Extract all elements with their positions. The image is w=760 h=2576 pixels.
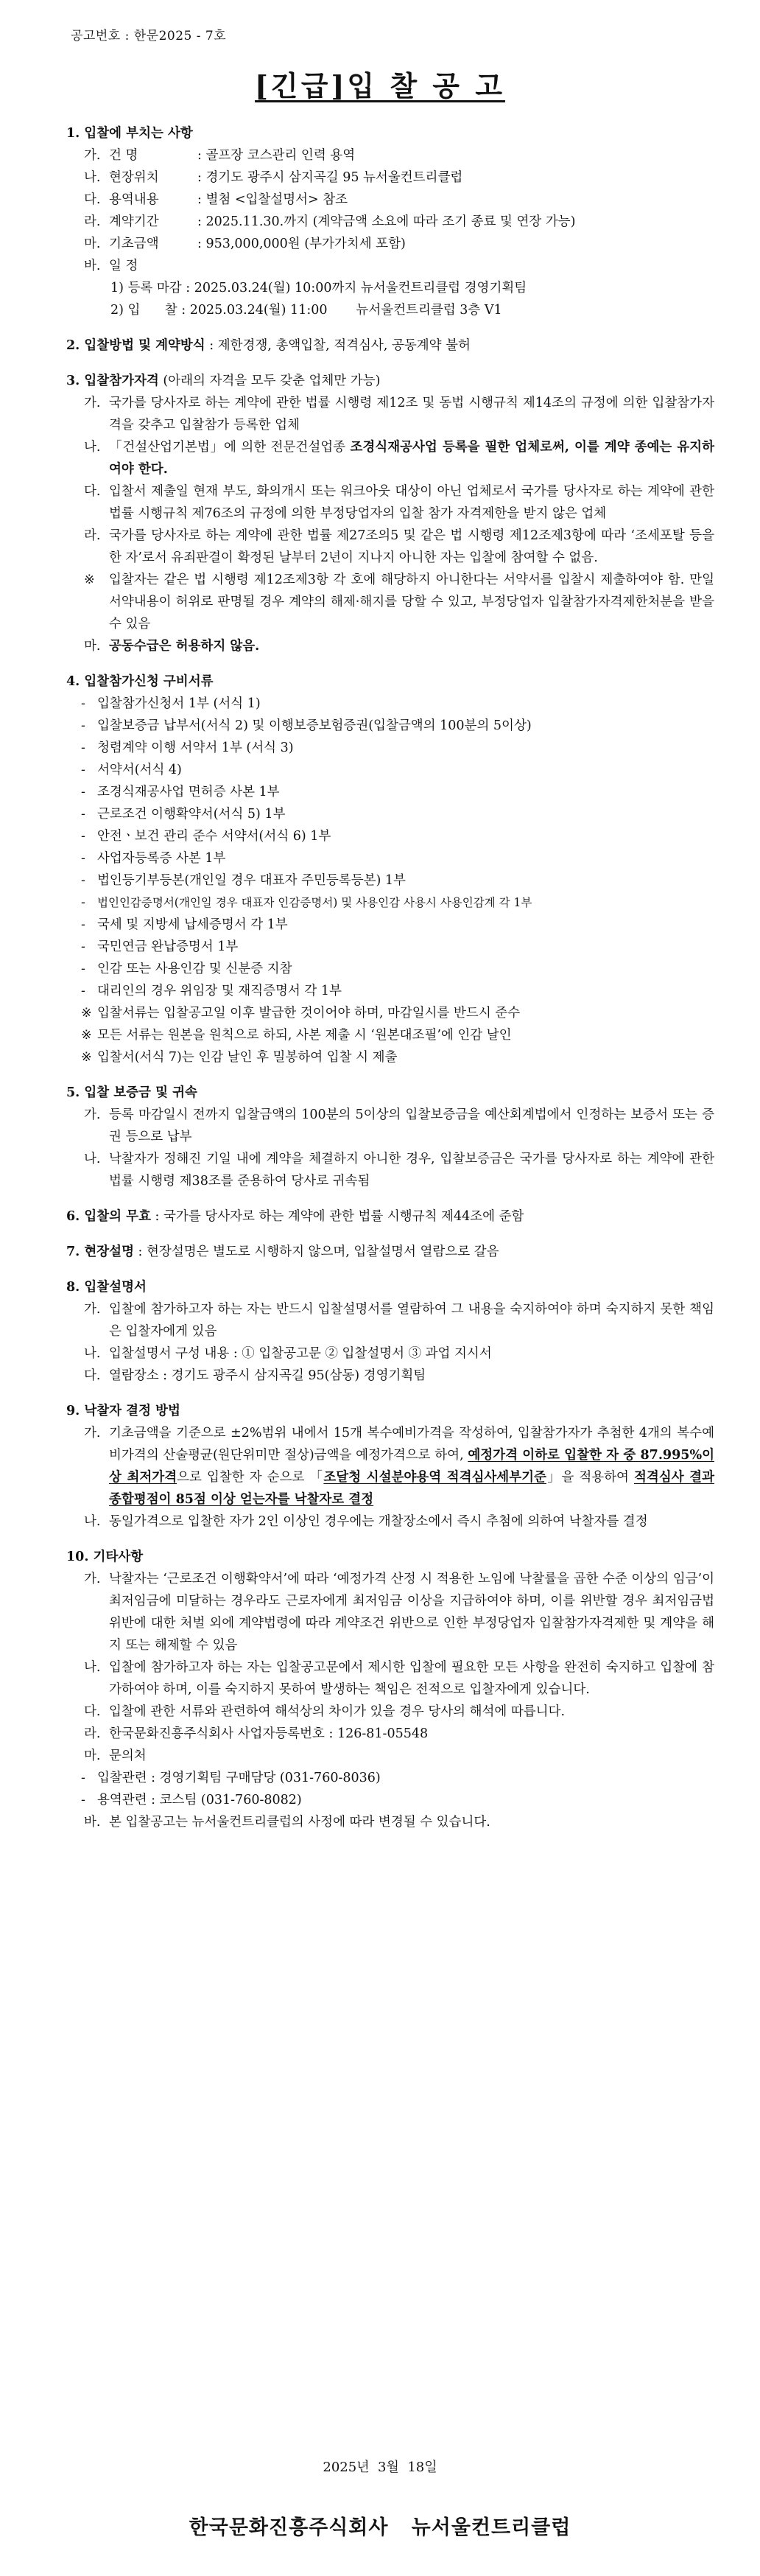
notice-date: 2025년 3월 18일 <box>323 2460 437 2475</box>
list-item: 나. 동일가격으로 입찰한 자가 2인 이상인 경우에는 개찰장소에서 즉시 추첨에 의하여 낙찰자를 결정 <box>84 1514 648 1529</box>
contact-item: - 입찰관련 : 경영기획팀 구매담당 (031-760-8036) <box>81 1771 381 1785</box>
section-site-briefing <box>66 1241 714 1263</box>
section-heading: 9. 낙찰자 결정 방법 <box>66 1404 180 1418</box>
document-item: - 안전ㆍ보건 관리 준수 서약서(서식 6) 1부 <box>81 829 331 844</box>
section-eligibility <box>66 370 714 657</box>
list-item: 가. 입찰에 참가하고자 하는 자는 반드시 입찰설명서를 열람하여 그 내용을 숙지하여야 하며 숙지하지 못한 책임은 입찰자에게 있음 <box>84 1302 714 1339</box>
list-item: 가. 등록 마감일시 전까지 입찰금액의 100분의 5이상의 입찰보증금을 예산회계법에서 인정하는 보증서 또는 증권 등으로 납부 <box>84 1107 714 1144</box>
list-item: 나. 입찰설명서 구성 내용 : ① 입찰공고문 ② 입찰설명서 ③ 과업 지시서 <box>84 1346 492 1361</box>
document-item: - 입찰참가신청서 1부 (서식 1) <box>81 696 261 711</box>
document-item: - 법인인감증명서(개인일 경우 대표자 인감증명서) 및 사용인감 사용시 사용인감계 각 1부 <box>81 895 532 910</box>
section-text: : 현장설명은 별도로 시행하지 않으며, 입찰설명서 열람으로 갈음 <box>133 1245 499 1259</box>
list-item: 나. 현장위치 : 경기도 광주시 삼지곡길 95 뉴서울컨트리클럽 <box>84 170 463 185</box>
section-heading-note: (아래의 자격을 모두 갖춘 업체만 가능) <box>158 374 381 388</box>
list-item: 마. 공동수급은 허용하지 않음. <box>84 639 260 654</box>
document-item: - 사업자등록증 사본 1부 <box>81 851 226 866</box>
section-bid-method <box>66 335 714 357</box>
list-item: 다. 열람장소 : 경기도 광주시 삼지곡길 95(삼동) 경영기획팀 <box>84 1368 426 1383</box>
list-item: 마. 기초금액 : 953,000,000원 (부가가치세 포함) <box>84 237 406 251</box>
notice-number: 공고번호 : 한문2025 - 7호 <box>71 29 227 43</box>
document-item: - 입찰보증금 납부서(서식 2) 및 이행보증보험증권(입찰금액의 100분의 5이상) <box>81 718 532 733</box>
document-item: - 근로조건 이행확약서(서식 5) 1부 <box>81 807 286 822</box>
note-item: ※ 입찰서(서식 7)는 인감 날인 후 밀봉하여 입찰 시 제출 <box>81 1050 398 1065</box>
document-item: - 청렴계약 이행 서약서 1부 (서식 3) <box>81 741 294 755</box>
section-text: : 국가를 당사자로 하는 계약에 관한 법률 시행규칙 제44조에 준함 <box>150 1209 524 1224</box>
section-heading: 6. 입찰의 무효 <box>66 1209 151 1224</box>
list-item: 가. 건 명 : 골프장 코스관리 인력 용역 <box>84 148 356 163</box>
section-heading: 8. 입찰설명서 <box>66 1280 147 1295</box>
section-bid-items <box>66 122 714 321</box>
document-item: - 인감 또는 사용인감 및 신분증 지참 <box>81 962 292 976</box>
list-item: 라. 한국문화진흥주식회사 사업자등록번호 : 126-81-05548 <box>84 1726 429 1741</box>
list-item: 라. 계약기간 : 2025.11.30.까지 (계약금액 소요에 따라 조기 종료 및 연장 가능) <box>84 214 576 229</box>
list-item: 다. 용역내용 : 별첨 <입찰설명서> 참조 <box>84 192 348 207</box>
section-heading: 5. 입찰 보증금 및 귀속 <box>66 1085 197 1100</box>
list-item: 바. 일 정 <box>84 259 138 273</box>
notice-body <box>66 122 714 1833</box>
section-misc <box>66 1546 714 1833</box>
section-heading: 1. 입찰에 부치는 사항 <box>66 126 193 141</box>
document-item: - 법인등기부등본(개인일 경우 대표자 주민등록등본) 1부 <box>81 873 406 888</box>
section-heading: 3. 입찰참가자격 <box>66 374 159 388</box>
schedule-item: 2) 입 찰 : 2025.03.24(월) 11:00 뉴서울컨트리클럽 3층 V1 <box>110 303 502 318</box>
section-bid-description <box>66 1276 714 1387</box>
document-item: - 국세 및 지방세 납세증명서 각 1부 <box>81 917 288 932</box>
document-item: - 조경식재공사업 면허증 사본 1부 <box>81 785 280 799</box>
schedule-item: 1) 등록 마감 : 2025.03.24(월) 10:00까지 뉴서울컨트리클럽 경영기획팀 <box>110 281 527 295</box>
section-bid-bond <box>66 1082 714 1192</box>
list-item: 나. 입찰에 참가하고자 하는 자는 입찰공고문에서 제시한 입찰에 필요한 모든 사항을 완전히 숙지하고 입찰에 참가하여야 하며, 이를 숙지하지 못하여 발생하는 책임은 전적으로 입찰자에게 있습니다. <box>84 1660 714 1697</box>
section-documents <box>66 671 714 1068</box>
list-item: 다. 입찰서 제출일 현재 부도, 화의개시 또는 워크아웃 대상이 아닌 업체로서 국가를 당사자로 하는 계약에 관한 법률 시행규칙 제76조의 규정에 의한 부정당업자의 입찰 참가 자격제한을 받지 않은 업체 <box>84 484 714 521</box>
document-item: - 국민연금 완납증명서 1부 <box>81 939 239 954</box>
list-item: 라. 국가를 당사자로 하는 계약에 관한 법률 제27조의5 및 같은 법 시행령 제12조제3항에 따라 ‘조세포탈 등을 한 자’로서 유죄판결이 확정된 날부터 2년이 지나지 아니한 자는 입찰에 참여할 수 없음. <box>84 528 714 565</box>
page-title <box>0 63 760 104</box>
section-heading: 4. 입찰참가신청 구비서류 <box>66 674 214 689</box>
note-item: ※ 모든 서류는 원본을 원칙으로 하되, 사본 제출 시 ‘원본대조필’에 인감 날인 <box>81 1028 512 1043</box>
section-text: : 제한경쟁, 총액입찰, 적격심사, 공동계약 불허 <box>205 338 471 353</box>
note-item: ※ 입찰서류는 입찰공고일 이후 발급한 것이어야 하며, 마감일시를 반드시 준수 <box>81 1006 521 1021</box>
document-item: - 서약서(서식 4) <box>81 763 182 777</box>
list-item: 나. 「건설산업기본법」에 의한 전문건설업종 조경식재공사업 등록을 필한 업체로써, 이를 계약 종예는 유지하여야 한다. <box>84 440 714 477</box>
title-text: [긴급]입 찰 공 고 <box>255 69 505 102</box>
section-heading: 2. 입찰방법 및 계약방식 <box>66 338 205 353</box>
issuing-organization: 한국문화진흥주식회사 뉴서울컨트리클럽 <box>189 2516 571 2539</box>
list-item: 다. 입찰에 관한 서류와 관련하여 해석상의 차이가 있을 경우 당사의 해석에 따릅니다. <box>84 1704 566 1719</box>
contact-item: - 용역관련 : 코스팀 (031-760-8082) <box>81 1793 302 1807</box>
section-heading: 7. 현장설명 <box>66 1245 134 1259</box>
list-item: 가. 국가를 당사자로 하는 계약에 관한 법률 시행령 제12조 및 동법 시행규칙 제14조의 규정에 의한 입찰참가자격을 갖추고 입찰참가 등록한 업체 <box>84 396 714 433</box>
note-item: ※ 입찰자는 같은 법 시행령 제12조제3항 각 호에 해당하지 아니한다는 서약서를 입찰시 제출하여야 함. 만일 서약내용이 허위로 판명될 경우 계약의 해제·해지를 당할 수 있고, 부정당업자 입찰참가자격제한처분을 받을 수 있음 <box>84 573 714 631</box>
section-invalid-bid <box>66 1205 714 1228</box>
list-item: 가. 기초금액을 기준으로 ±2%범위 내에서 15개 복수예비가격을 작성하여, 입찰참가자가 추첨한 4개의 복수예비가격의 산술평균(원단위미만 절상)금액을 예정가격으로 하여, 예정가격 이하로 입찰한 자 중 87.995%이상 최저가격으로 입찰한 자 순으로 「조달청 시설분야용역 적격심사세부기준」을 적용하여 적격심사 결과 종합평점이 85점 이상 얻는자를 낙찰자로 결정 <box>84 1426 714 1507</box>
section-heading: 10. 기타사항 <box>66 1550 144 1564</box>
list-item: 마. 문의처 <box>84 1749 147 1763</box>
document-item: - 대리인의 경우 위임장 및 재직증명서 각 1부 <box>81 984 342 998</box>
list-item: 바. 본 입찰공고는 뉴서울컨트리클럽의 사정에 따라 변경될 수 있습니다. <box>84 1815 490 1830</box>
list-item: 나. 낙찰자가 정해진 기일 내에 계약을 체결하지 아니한 경우, 입찰보증금은 국가를 당사자로 하는 계약에 관한 법률 시행령 제38조를 준용하여 당사로 귀속됨 <box>84 1152 714 1189</box>
list-item: 가. 낙찰자는 ‘근로조건 이행확약서’에 따라 ‘예정가격 산정 시 적용한 노임에 낙찰률을 곱한 수준 이상의 임금’이 최저임금에 미달하는 경우라도 근로자에게 최저임금 이상을 지급하여야 하며, 이를 위반할 경우 최저임금법 위반에 대한 처벌 외에 계약법령에 따라 계약조건 위반으로 인한 부정당업자 입찰참가자격제한 및 계약을 해지 또는 해제할 수 있음 <box>84 1572 714 1653</box>
section-award-method <box>66 1400 714 1533</box>
